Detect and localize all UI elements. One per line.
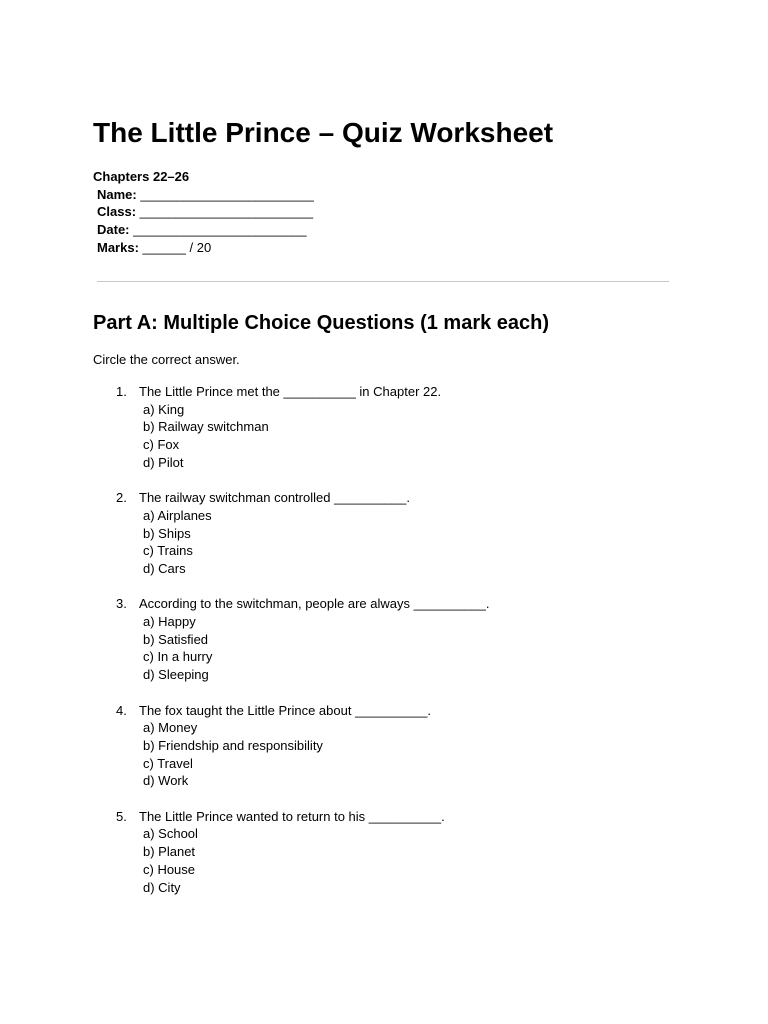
- answer-option: d) City: [143, 879, 181, 895]
- question-3: [0, 595, 768, 701]
- question-text: According to the switchman, people are always __________.: [139, 596, 490, 612]
- answer-option: d) Sleeping: [143, 667, 209, 683]
- marks-label: Marks:: [97, 239, 139, 255]
- question-text: The railway switchman controlled __________.: [139, 490, 410, 506]
- question-number: 1.: [116, 384, 127, 399]
- part-a-heading: Part A: Multiple Choice Questions (1 mark each): [93, 312, 550, 334]
- marks-blank: ______ / 20: [138, 239, 212, 255]
- date-field: [93, 221, 314, 239]
- answer-option: b) Ships: [143, 525, 191, 541]
- student-info: [93, 168, 314, 257]
- answer-option: a) Money: [143, 720, 198, 736]
- question-4: [0, 702, 768, 808]
- horizontal-divider: [97, 281, 669, 282]
- answer-option: b) Planet: [143, 844, 196, 860]
- class-field: [93, 203, 314, 221]
- name-label: Name:: [97, 186, 137, 202]
- question-number: 2.: [116, 490, 127, 506]
- answer-option: a) King: [143, 401, 185, 417]
- answer-option: a) Happy: [143, 614, 196, 630]
- name-blank: ________________________: [136, 186, 314, 202]
- question-number: 4.: [116, 702, 127, 718]
- answer-option: c) In a hurry: [143, 649, 213, 665]
- answer-option: c) Travel: [143, 755, 193, 771]
- answer-option: b) Friendship and responsibility: [143, 737, 323, 753]
- question-text: The Little Prince wanted to return to his __________.: [139, 808, 445, 824]
- question-text: The fox taught the Little Prince about __________.: [139, 702, 431, 718]
- date-label: Date:: [97, 222, 130, 238]
- answer-option: c) House: [143, 861, 196, 877]
- question-5: [0, 808, 768, 914]
- page-title: The Little Prince – Quiz Worksheet: [93, 117, 554, 148]
- answer-option: a) School: [143, 826, 198, 842]
- answer-option: b) Railway switchman: [143, 419, 269, 435]
- date-blank: ________________________: [129, 222, 307, 238]
- answer-option: b) Satisfied: [143, 631, 209, 647]
- answer-option: c) Fox: [143, 437, 180, 453]
- answer-option: c) Trains: [143, 543, 193, 559]
- chapters-subtitle: Chapters 22–26: [93, 169, 190, 184]
- answer-option: d) Pilot: [143, 454, 184, 470]
- class-label: Class:: [97, 204, 137, 220]
- question-number: 5.: [116, 808, 127, 824]
- question-2: [0, 489, 768, 595]
- answer-option: d) Cars: [143, 560, 186, 576]
- question-1: [0, 383, 768, 489]
- marks-field: [93, 239, 314, 257]
- answer-option: a) Airplanes: [143, 507, 212, 523]
- question-text: The Little Prince met the __________ in Chapter 22.: [139, 384, 442, 399]
- class-blank: ________________________: [136, 204, 314, 220]
- name-field: [93, 186, 314, 204]
- question-list: [0, 383, 768, 914]
- instruction-text: Circle the correct answer.: [93, 352, 240, 367]
- question-number: 3.: [116, 596, 127, 612]
- answer-option: d) Work: [143, 773, 189, 789]
